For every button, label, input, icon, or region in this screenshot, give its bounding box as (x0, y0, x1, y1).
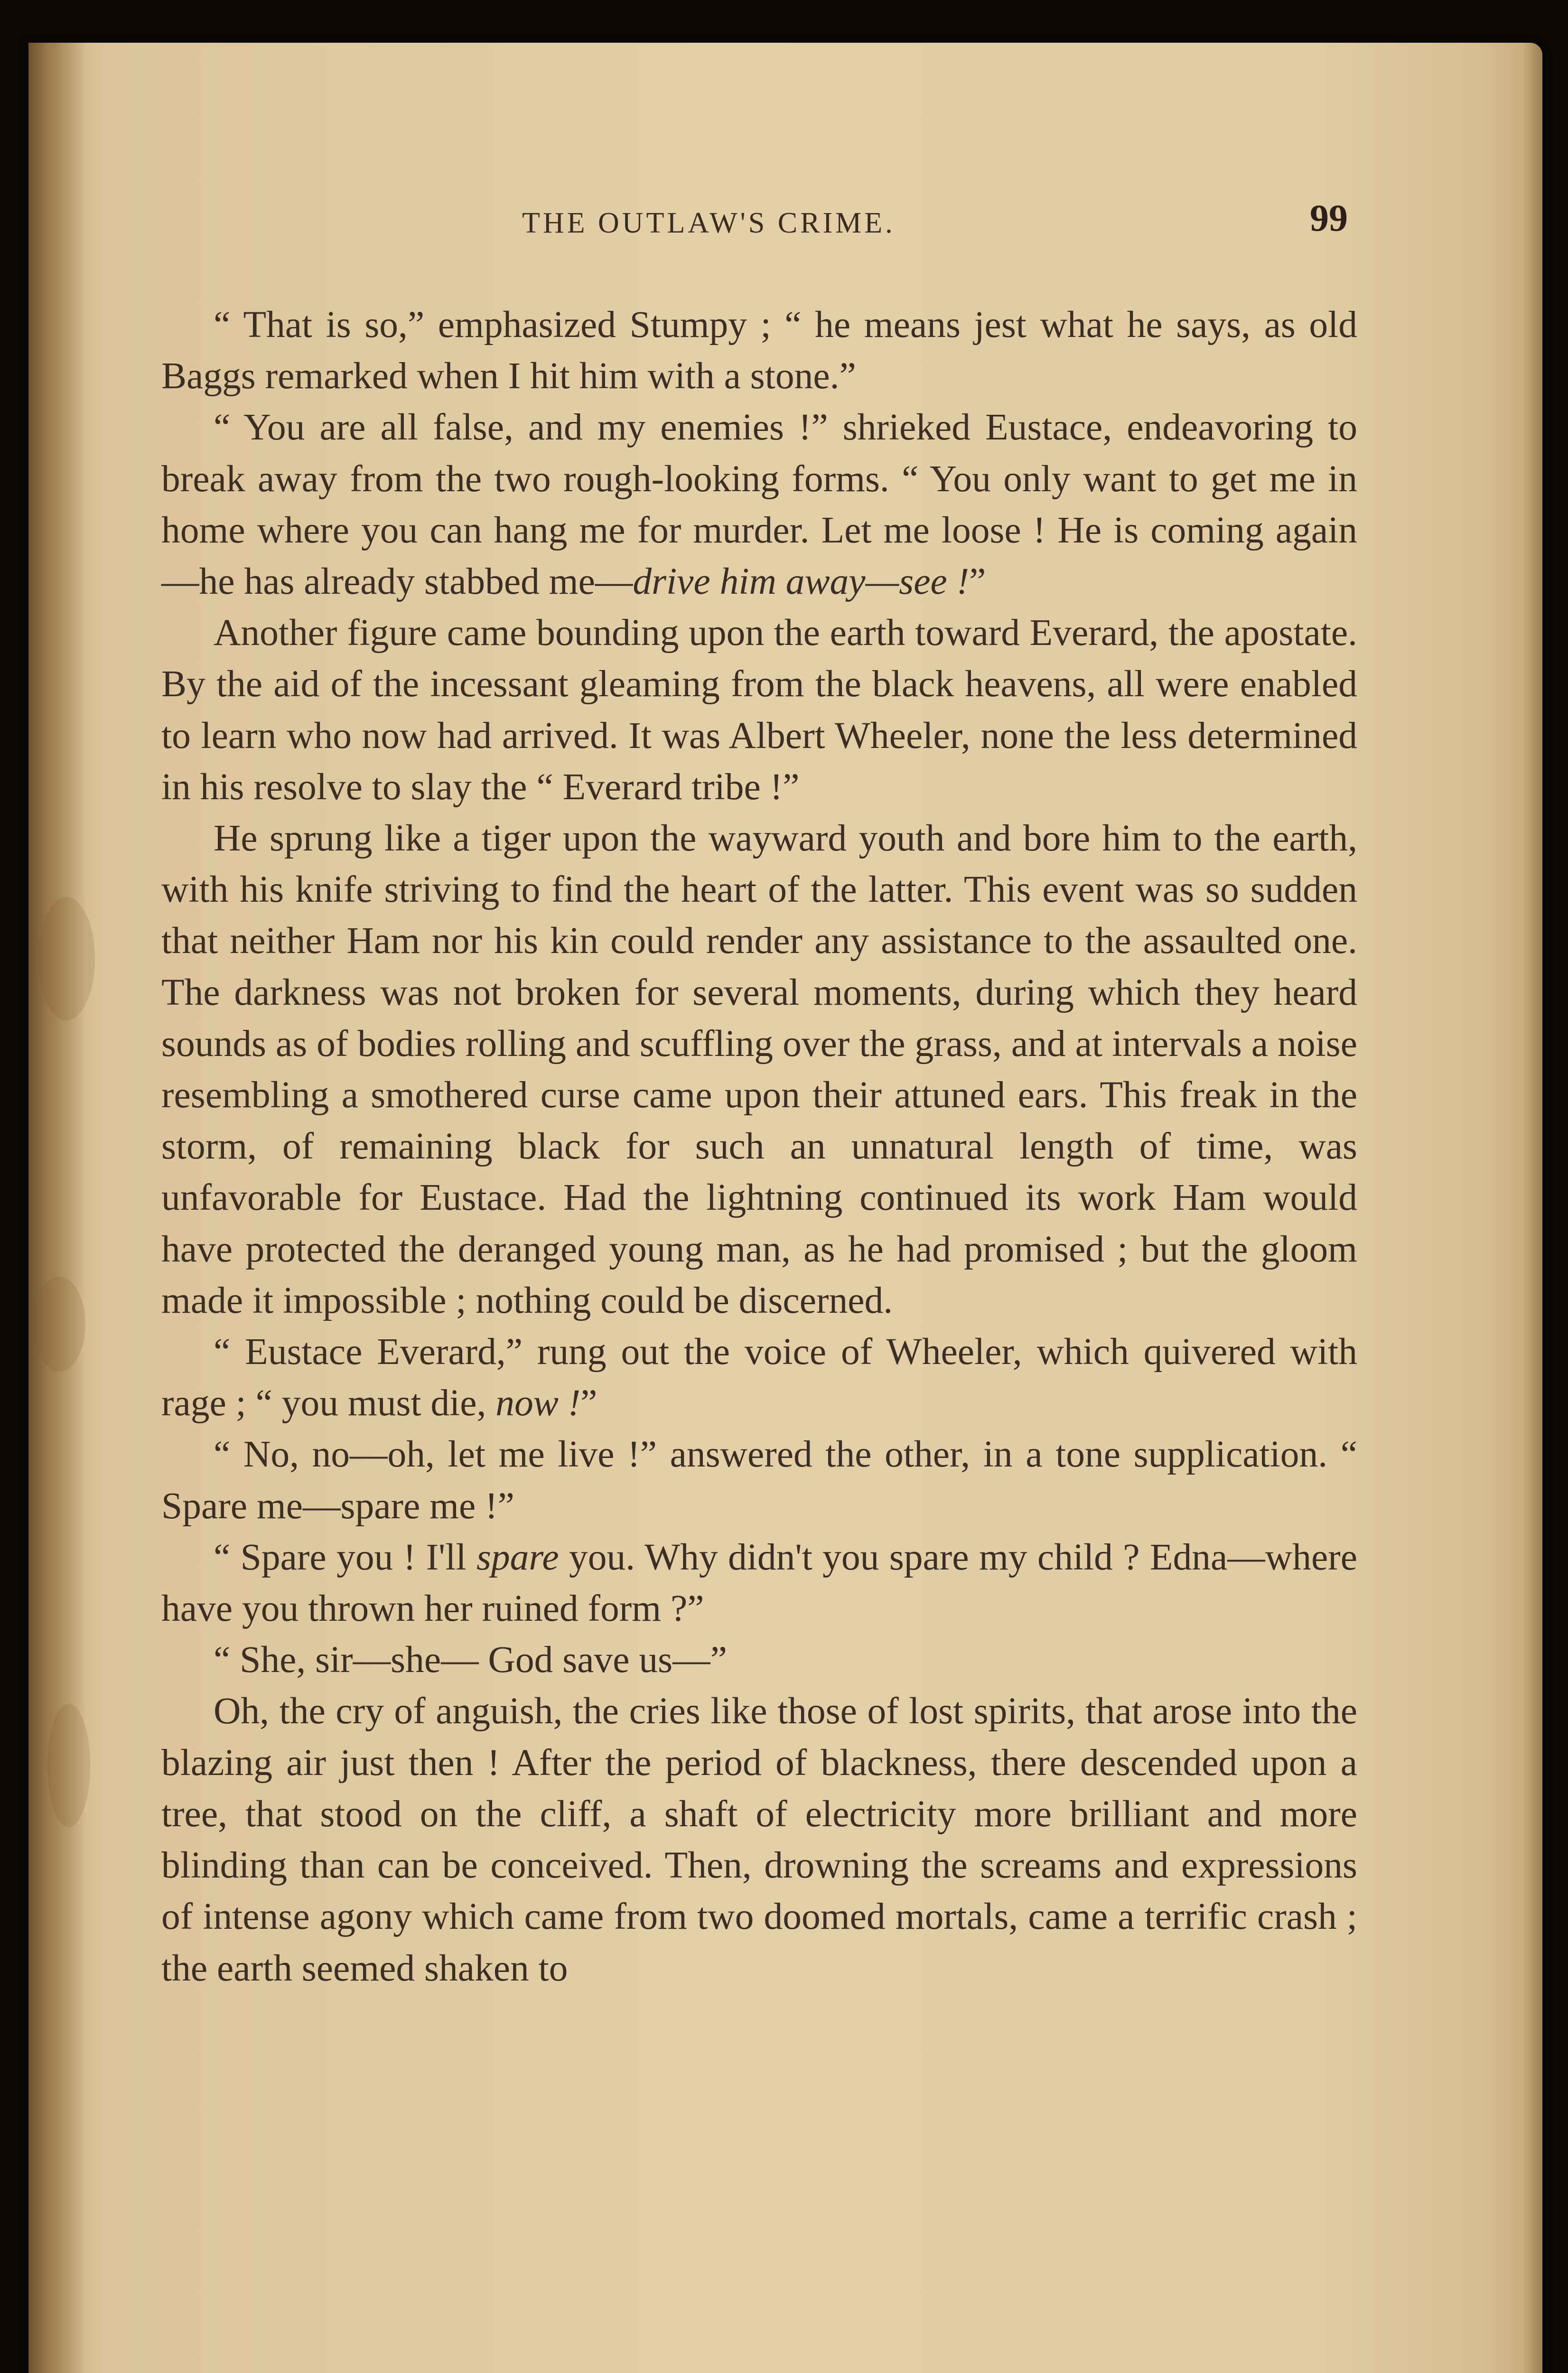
paragraph-text: “ Eustace Everard,” rung out the voice of Wheeler, which quivered with rage ; “ you must die, (161, 1331, 1357, 1424)
paper-stain (47, 1704, 90, 1827)
paragraph-text: you. Why didn't you spare my child ? Edna—where have you thrown her ruined form ?” (161, 1536, 1357, 1630)
paragraph-text: ” (580, 1382, 597, 1424)
italic-text: now ! (495, 1382, 581, 1424)
page-edge (1523, 43, 1542, 2373)
paragraph-text: “ You are all false, and my enemies !” shrieked Eustace, endeavoring to break away from the two rough-looking forms. “ You only want to get me in home where you can hang me for murder. Let me loose ! He is coming again—he has already stabbed me— (161, 406, 1357, 603)
paragraph: Oh, the cry of anguish, the cries like those of lost spirits, that arose into the blazing air just then ! After the period of blackness, there descended upon a tree, that stood on the cliff, a shaft of electricity more brilliant and more blinding than can be conceived. Then, drowning the screams and expressions of intense agony which came from two doomed mortals, came a terrific crash ; the earth seemed shaken to (161, 1690, 1357, 1989)
paragraph (161, 1532, 1357, 1634)
paragraph: “ She, sir—she— God save us—” (214, 1639, 727, 1681)
italic-text: drive him away—see ! (633, 561, 970, 603)
page-number: 99 (1310, 197, 1348, 239)
paragraph: “ No, no—oh, let me live !” answered the other, in a tone supplication. “ Spare me—spare me !” (161, 1433, 1357, 1527)
paragraph: Another figure came bounding upon the earth toward Everard, the apostate. By the aid of the incessant gleaming from the black heavens, all were enabled to learn who now had arrived. It was Albert Wheeler, none the less determined in his resolve to slay the “ Everard tribe !” (161, 612, 1357, 808)
paragraph: “ That is so,” emphasized Stumpy ; “ he means jest what he says, as old Baggs remarked when I hit him with a stone.” (161, 304, 1357, 397)
book-page (28, 43, 1542, 2373)
paper-stain (38, 897, 95, 1020)
paragraph (161, 402, 1357, 607)
paragraph: He sprung like a tiger upon the wayward youth and bore him to the earth, with his knife striving to find the heart of the latter. This event was so sudden that neither Ham nor his kin could render any assistance to the assaulted one. The darkness was not broken for several moments, during which they heard sounds as of bodies rolling and scuffling over the grass, and at intervals a noise resembling a smothered curse came upon their attuned ears. This freak in the storm, of remaining black for such an unnatural length of time, was unfavorable for Eustace. Had the lightning continued its work Ham would have protected the deranged young man, as he had promised ; but the gloom made it impossible ; nothing could be discerned. (161, 817, 1357, 1321)
paragraph-text: “ Spare you ! I'll (214, 1536, 476, 1578)
running-head: THE OUTLAW'S CRIME. (522, 207, 896, 239)
italic-text: spare (476, 1536, 559, 1578)
paragraph (161, 1326, 1357, 1429)
paper-stain (33, 1277, 85, 1372)
paragraph-text: ” (969, 561, 986, 603)
body-text (161, 299, 1357, 1994)
page-gutter-shadow (28, 43, 85, 2373)
